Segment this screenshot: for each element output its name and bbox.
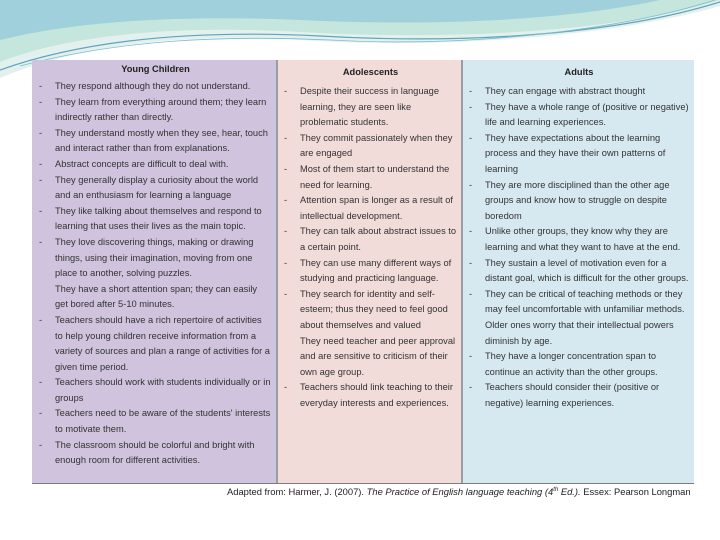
list-item: - They can be critical of teaching methods or they may feel uncomfortable with unfamiliar methods. [469,287,689,318]
column-heading: Young Children [121,64,190,74]
caption-rule [32,483,694,484]
list-item: - They have a whole range of (positive or negative) life and learning experiences. [469,100,689,131]
list-item: - They generally display a curiosity about the world and an enthusiasm for learning a language [39,173,272,204]
source-caption [227,486,691,497]
list-item: - Teachers need to be aware of the students' interests to motivate them. [39,406,272,437]
list-item: - Teachers should consider their (positive or negative) learning experiences. [469,380,689,411]
list-item: - Teachers should work with students individually or in groups [39,375,272,406]
caption-title-end: Ed.). [558,486,581,497]
list-item: - Most of them start to understand the need for learning. [284,162,457,193]
list-item: - They have a longer concentration span to continue an activity than the other groups. [469,349,689,380]
comparison-table [32,60,694,525]
list-item: - They commit passionately when they are engaged [284,131,457,162]
caption-prefix: Adapted from: Harmer, J. (2007). [227,486,367,497]
list-item: - They have expectations about the learning process and they have their own patterns of learning [469,131,689,178]
caption-title [367,486,581,497]
column-divider [461,60,463,483]
list-item: - Abstract concepts are difficult to deal with. [39,157,272,173]
list-item: - They learn from everything around them; they learn indirectly rather than directly. [39,95,272,126]
list-item: - They understand mostly when they see, hear, touch and interact rather than from explanations. [39,126,272,157]
item-list [284,84,457,411]
list-item: - They like talking about themselves and respond to learning that uses their lives as the main topic. [39,204,272,235]
caption-superscript: th [553,486,559,493]
list-item: - They respond although they do not understand. [39,79,272,95]
list-item: They need teacher and peer approval and are sensitive to criticism of their own age group. [300,335,456,377]
list-item: Older ones worry that their intellectual powers diminish by age. [485,319,674,346]
list-item: - The classroom should be colorful and bright with enough room for different activities. [39,438,272,469]
list-item: - They sustain a level of motivation even for a distant goal, which is difficult for the other groups. [469,256,689,287]
list-item: - They love discovering things, making or drawing things, using their imagination, moving from one place to another, solving puzzles. [39,235,272,282]
caption-suffix: Essex: Pearson Longman [580,486,691,497]
column-adults [462,60,694,483]
list-item: - Despite their success in language learning, they are seen like problematic students. [284,84,457,131]
list-item: - Attention span is longer as a result of intellectual development. [284,193,457,224]
list-item: - They search for identity and self-esteem; thus they need to feel good about themselves and valued [284,287,457,334]
caption-title-text: The Practice of English language teaching (4 [366,486,554,497]
list-item: - They are more disciplined than the other age groups and know how to struggle on despite boredom [469,178,689,225]
list-item: They have a short attention span; they can easily get bored after 5-10 minutes. [55,283,258,310]
item-list [469,84,689,411]
column-young-children [32,60,277,483]
list-item: - They can engage with abstract thought [469,84,689,100]
list-item: - They can talk about abstract issues to a certain point. [284,224,457,255]
column-divider [276,60,278,483]
column-adolescents [277,60,462,483]
list-item: - Unlike other groups, they know why they are learning and what they want to have at the end. [469,224,689,255]
item-list [39,79,272,469]
column-heading: Adults [564,67,594,77]
list-item: - Teachers should link teaching to their everyday interests and experiences. [284,380,457,411]
column-heading: Adolescents [342,67,399,77]
list-item: - Teachers should have a rich repertoire of activities to help young children receive information from a variety of sources and plan a range of activities for a given time period. [39,313,272,375]
list-item: - They can use many different ways of studying and practicing language. [284,256,457,287]
